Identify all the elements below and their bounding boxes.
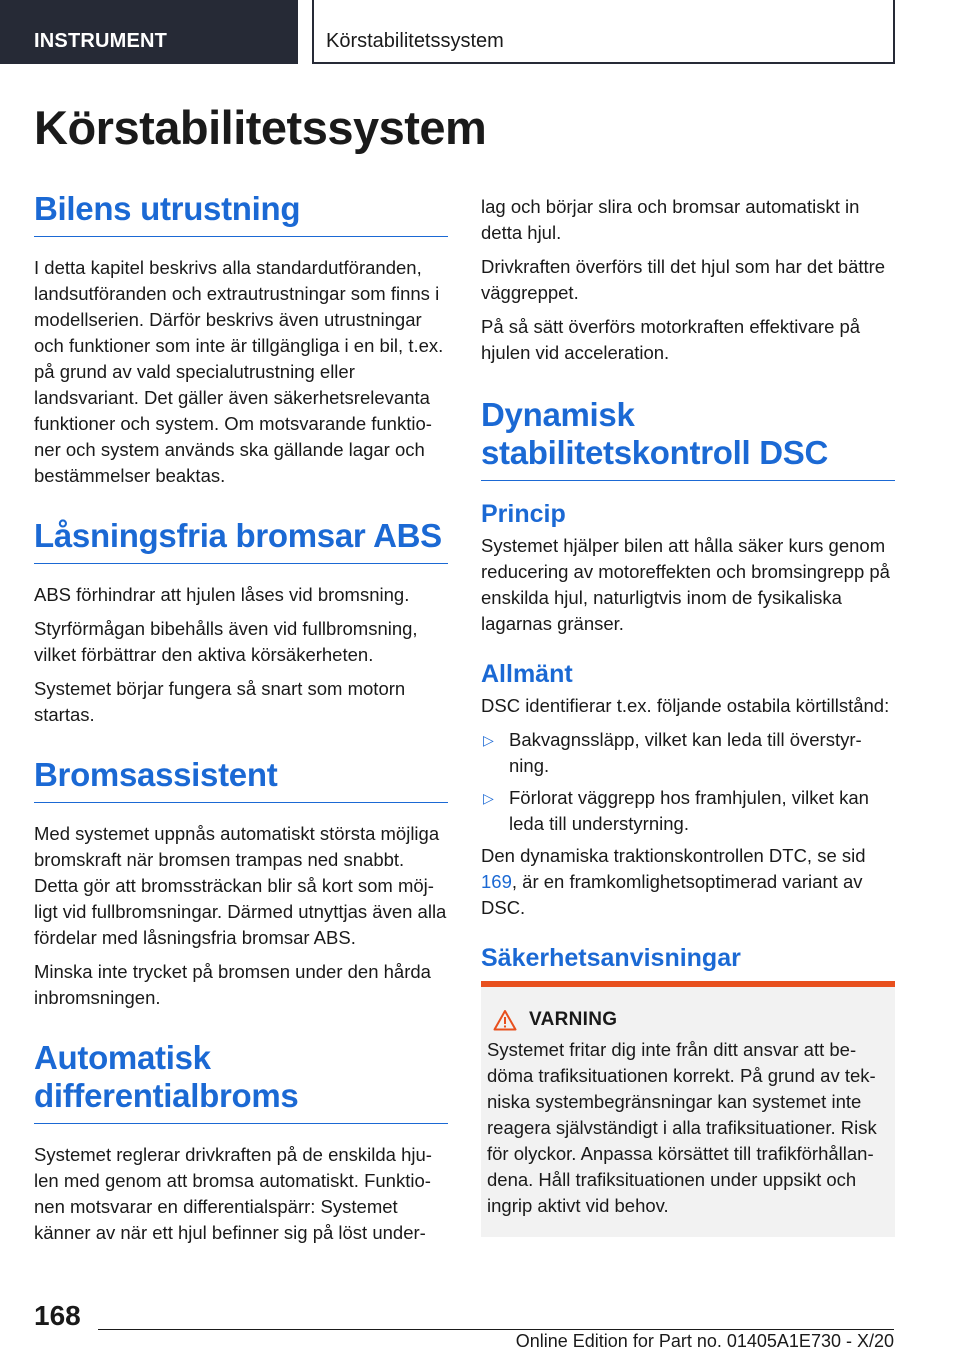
heading-bromsassistent: Bromsassistent xyxy=(34,756,448,803)
paragraph-dtc xyxy=(481,843,895,921)
paragraph: I detta kapitel beskrivs alla standardutföranden, landsutföranden och extrautrustningar som finns i modellserien. Därför beskrivs även utrustningar och funktioner som inte är tillgängliga i en bil, t.ex. på grund av vald specialutrustning eller landsvariant. Det gäller även säkerhetsrelevanta funktioner och system. Om motsvarande funktioner och system används ska gällande lagar och bestämmelser beaktas. xyxy=(34,257,444,486)
header-chapter-tab: Körstabilitetssystem xyxy=(312,0,895,64)
list-item xyxy=(481,785,895,837)
section-bromsassistent xyxy=(34,756,448,1011)
paragraph: På så sätt överförs motorkraften effektivare på hjulen vid acceleration. xyxy=(481,316,861,363)
heading-bilens-utrustning: Bilens utrustning xyxy=(34,190,448,237)
paragraph: Drivkraften överförs till det hjul som har det bättre väggreppet. xyxy=(481,256,886,303)
warning-text: Systemet fritar dig inte från ditt ansvar att bedöma trafiksituationen korrekt. På grund av tekniska systembegränsningar kan systemet inte reagera självständigt i alla trafiksituationer. Risk för olyckor. Anpassa körsättet till trafikförhållandena. Håll trafiksituationen under uppsikt och ingrip aktivt vid behov. xyxy=(487,1039,877,1216)
subsection-allmant xyxy=(481,659,895,921)
dtc-text-pre: Den dynamiska traktionskontrollen DTC, se sid xyxy=(481,845,866,866)
section-bilens-utrustning xyxy=(34,190,448,489)
right-column xyxy=(481,194,895,1237)
paragraph: Minska inte trycket på bromsen under den hårda inbromsningen. xyxy=(34,961,431,1008)
heading-abs: Låsningsfria bromsar ABS xyxy=(34,517,448,564)
section-abs xyxy=(34,517,448,728)
subsection-sakerhetsanvisningar xyxy=(481,943,895,1237)
paragraph: Systemet reglerar drivkraften på de enskilda hjulen med genom att bromsa automatiskt. Funktionen motsvarar en differentialspärr: Systemet känner av när ett hjul befinner sig på löst under- xyxy=(34,1144,432,1243)
paragraph: ABS förhindrar att hjulen låses vid bromsning. xyxy=(34,584,410,605)
list-item-text: Förlorat väggrepp hos framhjulen, vilket kan leda till understyrning. xyxy=(509,787,869,834)
paragraph: DSC identifierar t.ex. följande ostabila körtillstånd: xyxy=(481,695,890,716)
warning-title: VARNING xyxy=(529,1009,618,1030)
left-column xyxy=(34,190,448,1274)
heading-princip: Princip xyxy=(481,500,566,528)
footer-divider xyxy=(98,1329,894,1330)
list-item xyxy=(481,727,895,779)
triangle-bullet-icon: ▷ xyxy=(483,790,494,806)
heading-automatisk-differentialbroms: Automatisk differentialbroms xyxy=(34,1039,448,1124)
heading-dsc: Dynamisk stabilitetskontroll DSC xyxy=(481,396,895,481)
paragraph: lag och börjar slira och bromsar automatiskt in detta hjul. xyxy=(481,196,860,243)
dtc-text-post: , är en framkomlighetsoptimerad variant av DSC. xyxy=(481,871,863,918)
subsection-princip xyxy=(481,499,895,637)
page-title: Körstabilitetssystem xyxy=(34,101,487,154)
heading-sakerhetsanvisningar: Säkerhetsanvisningar xyxy=(481,944,741,972)
header-section-tab: INSTRUMENT xyxy=(0,0,298,64)
section-automatisk-differentialbroms xyxy=(34,1039,448,1246)
warning-triangle-icon xyxy=(493,1009,517,1031)
page-link-169[interactable]: 169 xyxy=(481,871,512,892)
paragraph: Styrförmågan bibehålls även vid fullbromsning, vilket förbättrar den aktiva körsäkerheten. xyxy=(34,618,418,665)
section-dsc xyxy=(481,396,895,1237)
heading-allmant: Allmänt xyxy=(481,660,573,688)
list-item-text: Bakvagnssläpp, vilket kan leda till överstyrning. xyxy=(509,729,862,776)
page-number: 168 xyxy=(34,1300,81,1331)
footer-edition: Online Edition for Part no. 01405A1E730 - X/20 xyxy=(515,1331,894,1351)
warning-header xyxy=(487,1009,887,1031)
paragraph: Med systemet uppnås automatiskt största möjliga bromskraft när bromsen trampas ned snabbt. Detta gör att bromssträckan blir så kort som möjligt vid fullbromsningar. Därmed utnyttjas även alla fördelar med låsningsfria bromsar ABS. xyxy=(34,823,447,948)
triangle-bullet-icon: ▷ xyxy=(483,732,494,748)
warning-box xyxy=(481,981,895,1237)
paragraph: Systemet börjar fungera så snart som motorn startas. xyxy=(34,678,406,725)
paragraph: Systemet hjälper bilen att hålla säker kurs genom reducering av motoreffekten och bromsingrepp på enskilda hjul, naturligtvis inom de fysikaliska lagarnas gränser. xyxy=(481,535,890,634)
